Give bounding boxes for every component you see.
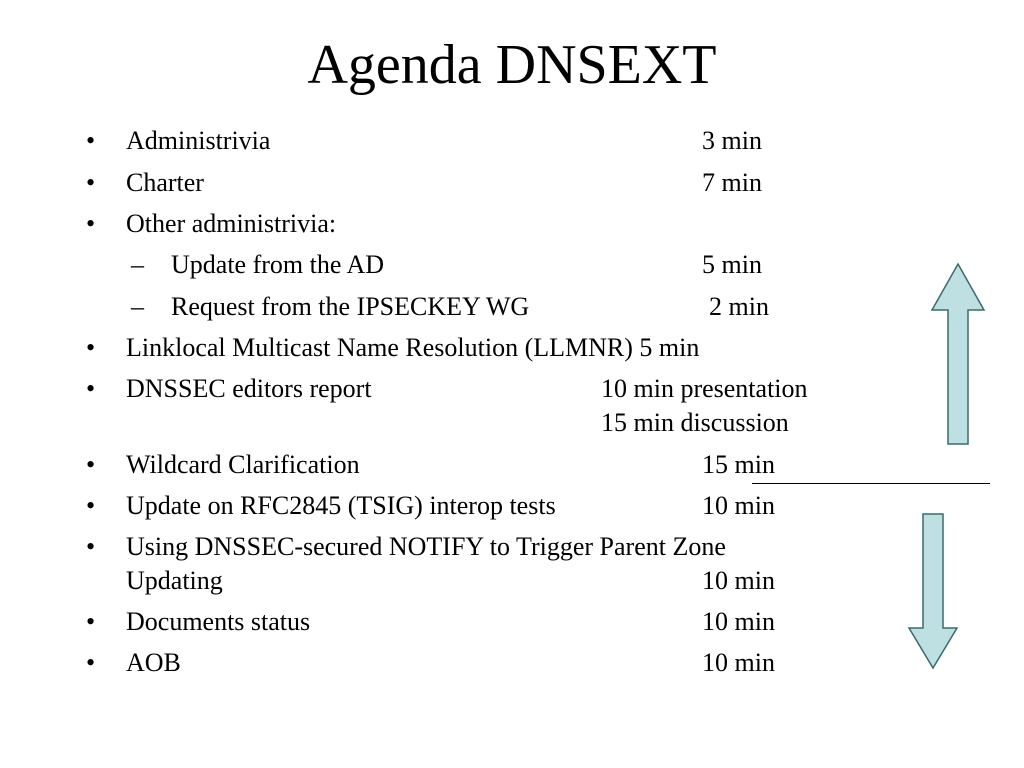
bullet-icon: • <box>86 648 96 677</box>
divider-line <box>752 483 990 484</box>
bullet-icon: • <box>86 532 96 561</box>
agenda-item-rfc2845-interop <box>0 489 1024 523</box>
bullet-icon: • <box>86 450 96 479</box>
agenda-item-time: 10 min <box>702 491 775 520</box>
agenda-item-label: Request from the IPSECKEY WG <box>171 292 530 321</box>
agenda-item-time: 10 min <box>702 648 775 677</box>
agenda-item-label: Update on RFC2845 (TSIG) interop tests <box>126 491 556 520</box>
agenda-item-label: Administrivia <box>126 126 271 155</box>
agenda-item-label: AOB <box>126 648 181 677</box>
agenda-item-dnssec-editors-report <box>0 372 1024 406</box>
bullet-icon: • <box>86 333 96 362</box>
agenda-item-wildcard-clarification <box>0 448 1024 482</box>
agenda-item-label: Documents status <box>126 607 311 636</box>
up-arrow-icon <box>930 262 986 446</box>
agenda-subitem-update-from-ad <box>0 248 1024 282</box>
agenda-item-dnssec-notify-continued <box>0 564 1024 598</box>
agenda-item-dnssec-editors-report-continued <box>0 406 1024 440</box>
agenda-item-time: 5 min <box>702 250 762 279</box>
agenda-item-charter <box>0 166 1024 200</box>
agenda-item-dnssec-notify <box>0 530 1024 564</box>
bullet-icon: • <box>86 126 96 155</box>
agenda-item-documents-status <box>0 605 1024 639</box>
agenda-item-label: Other administrivia: <box>126 209 337 238</box>
agenda-item-time: 10 min <box>702 607 775 636</box>
agenda-item-label: Update from the AD <box>171 250 385 279</box>
agenda-item-time: 10 min presentation <box>601 374 808 403</box>
bullet-icon: • <box>86 607 96 636</box>
page-title: Agenda DNSEXT <box>307 34 717 96</box>
agenda-subitem-ipseckey-request <box>0 290 1024 324</box>
agenda-item-time: 10 min <box>702 566 775 595</box>
dash-icon: – <box>131 292 144 321</box>
agenda-item-time: 3 min <box>702 126 762 155</box>
agenda-item-label: Linklocal Multicast Name Resolution (LLMNR) 5 min <box>126 333 700 362</box>
agenda-item-time: 2 min <box>709 292 769 321</box>
dash-icon: – <box>131 250 144 279</box>
agenda-item-label: Using DNSSEC-secured NOTIFY to Trigger Parent Zone <box>126 532 726 561</box>
agenda-item-other-administrivia <box>0 207 1024 241</box>
bullet-icon: • <box>86 374 96 403</box>
bullet-icon: • <box>86 209 96 238</box>
bullet-icon: • <box>86 491 96 520</box>
agenda-item-time: 15 min discussion <box>601 408 789 437</box>
agenda-item-label: Updating <box>126 566 223 595</box>
agenda-item-administrivia <box>0 124 1024 158</box>
agenda-item-time: 15 min <box>702 450 775 479</box>
agenda-item-label: Wildcard Clarification <box>126 450 360 479</box>
down-arrow-icon <box>907 512 959 670</box>
agenda-item-aob <box>0 646 1024 680</box>
agenda-item-llmnr <box>0 331 1024 365</box>
agenda-item-time: 7 min <box>702 168 762 197</box>
agenda-item-label: Charter <box>126 168 204 197</box>
bullet-icon: • <box>86 168 96 197</box>
agenda-item-label: DNSSEC editors report <box>126 374 372 403</box>
